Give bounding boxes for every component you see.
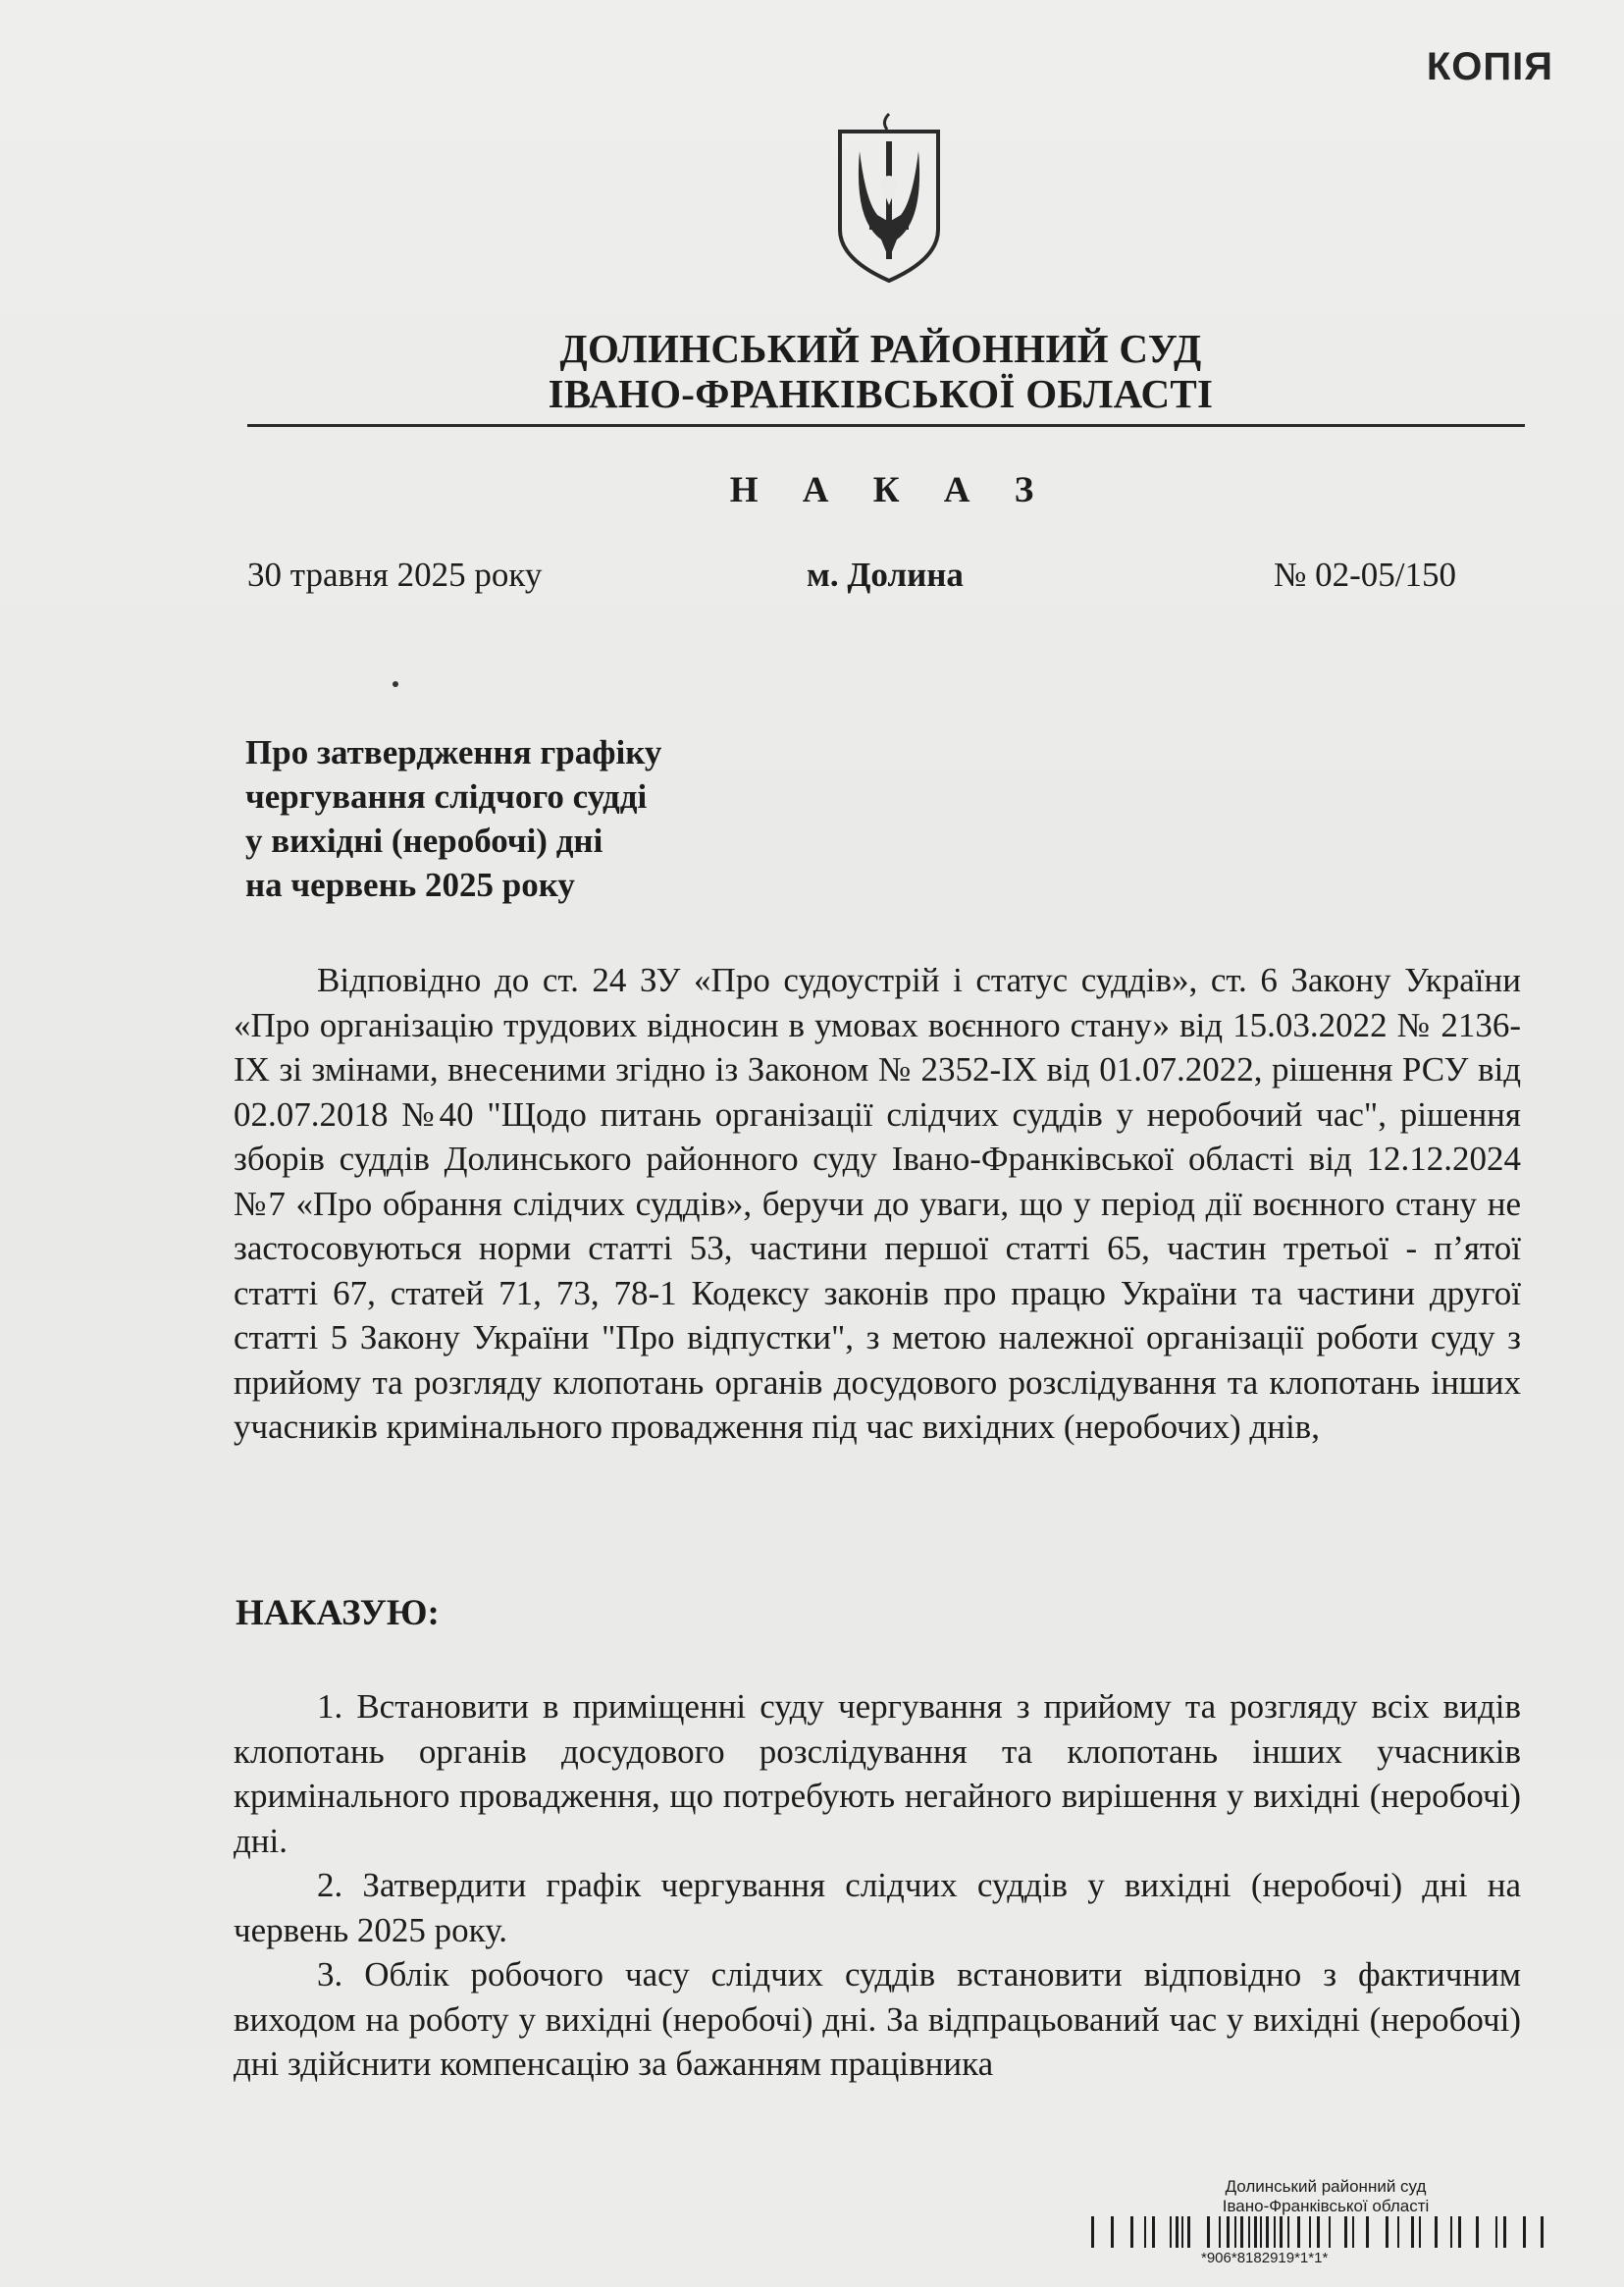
header-divider [247, 424, 1525, 427]
footer-line-1: Долинський районний суд [1225, 2177, 1427, 2196]
trident-coat-of-arms-icon [830, 112, 948, 283]
subject-line: чергування слідчого судді [245, 777, 648, 816]
order-title: Н А К А З [729, 470, 1052, 510]
subject-line: на червень 2025 року [245, 866, 575, 904]
order-item: 2. Затвердити графік чергування слідчих суддів у вихідні (неробочі) дні на червень 2025 року. [234, 1866, 1521, 1949]
scan-dot [393, 681, 398, 687]
copy-stamp: КОПІЯ [1426, 45, 1553, 88]
order-number: № 02-05/150 [1274, 556, 1457, 594]
order-subject [245, 730, 661, 907]
footer-line-2: Івано-Франківської області [1222, 2197, 1430, 2215]
order-city: м. Долина [807, 556, 964, 594]
order-items [234, 1684, 1521, 2087]
court-name-line-2: ІВАНО-ФРАНКІВСЬКОЇ ОБЛАСТІ [548, 371, 1214, 416]
order-item: 3. Облік робочого часу слідчих суддів встановити відповідно з фактичним виходом на роботу у вихідні (неробочі) дні. За відпрацьований час у вихідні (неробочі) дні здійснити компенсацію за бажанням працівника [234, 1955, 1521, 2083]
preamble-paragraph: Відповідно до ст. 24 ЗУ «Про судоустрій і статус суддів», ст. 6 Закону України «Про організацію трудових відносин в умовах воєнного стану» від 15.03.2022 № 2136-IX зі змінами, внесеними згідно із Законом № 2352-IX від 01.07.2022, рішення РСУ від 02.07.2018 №40 "Щодо питань організації слідчих суддів у неробочий час", рішення зборів суддів Долинського районного суду Івано-Франківської області від 12.12.2024 №7 «Про обрання слідчих суддів», беручи до уваги, що у період дії воєнного стану не застосовуються норми статті 53, частини першої статті 65, частин третьої - п’ятої статті 67, статей 71, 73, 78-1 Кодексу законів про працю України та частини другої статті 5 Закону України "Про відпустки", з метою належної організації роботи суду з прийому та розгляду клопотань органів досудового розслідування та клопотань інших учасників кримінального провадження під час вихідних (неробочих) днів, [234, 961, 1521, 1446]
footer-court-label [1203, 2177, 1448, 2216]
order-item: 1. Встановити в приміщенні суду чергування з прийому та розгляду всіх видів клопотань органів досудового розслідування та клопотань інших учасників кримінального провадження, що потребують негайного вирішення у вихідні (неробочі) дні. [234, 1687, 1521, 1860]
barcode-icon [1091, 2216, 1552, 2248]
court-name-line-1: ДОЛИНСЬКИЙ РАЙОННИЙ СУД [559, 326, 1202, 371]
barcode-number: *906*8182919*1*1* [1201, 2250, 1329, 2266]
subject-line: у вихідні (неробочі) дні [245, 822, 603, 860]
order-date: 30 травня 2025 року [247, 556, 543, 594]
subject-line: Про затвердження графіку [245, 733, 662, 771]
court-name [0, 326, 1624, 416]
ordering-heading: НАКАЗУЮ: [236, 1593, 440, 1633]
